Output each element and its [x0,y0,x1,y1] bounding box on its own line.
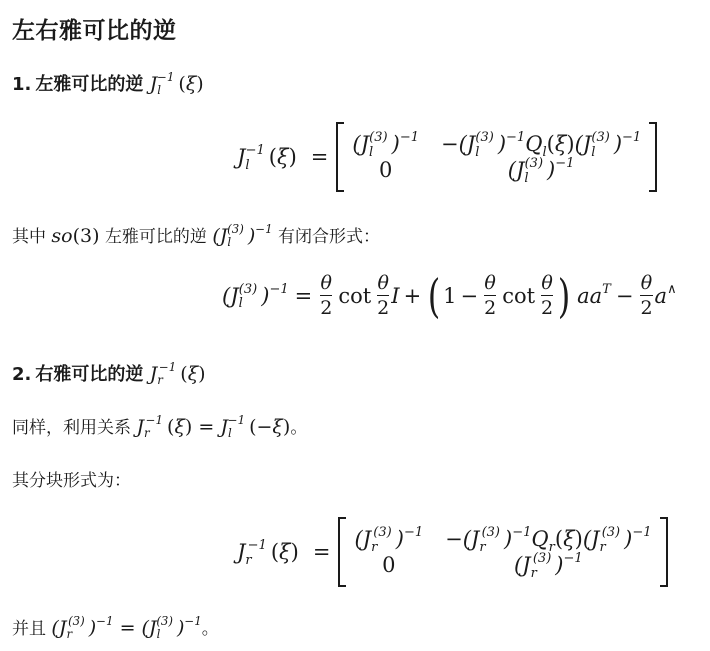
intro-suffix: 有闭合形式： [278,227,380,247]
section-1-number: 1. [12,74,32,95]
equation-closed-form: ($J_l^{(3)}$ )$^{-1}$ = $\frac{\theta}{2}$ cot $\frac{\theta}{2}$ I + ( 1 − $\frac{\theta}{2}$ cot $\frac{\theta}{2}$ ) $aa^T$ − $\frac{\theta}{2}$ a∧ [222,268,677,323]
matrix-zero: 0 [379,158,393,182]
final-prefix: 并且 [12,619,46,639]
so3-intro-line: 其中 so(3) 左雅可比的逆 ($J_l^{(3)}$ )$^{-1}$ 有闭合形式： [12,222,380,250]
final-suffix: 。 [201,619,219,639]
section-2-heading [12,360,206,386]
matrix-right-bracket [660,517,668,587]
relation-suffix: 。 [290,418,308,438]
matrix-body: ($J_l^{(3)}$ )$^{-1}$ $-(J_l^{(3)}$ )$^{-1}Q_l(\xi)(J_l^{(3)}$ )$^{-1}$ 0 ($J_l^{(3)}$ )$^{-1}$ [352,130,642,186]
section-1-symbol: $J_l^{-1}$ (ξ) [149,70,204,98]
relation-line: 同样，利用关系 $J_r^{-1}$ $(\xi) = J_l^{-1}$ (−ξ)。 [12,413,308,441]
page-title: 左右雅可比的逆 [12,18,177,44]
section-1-title: 左雅可比的逆 [35,74,144,95]
so3-symbol: so(3) [51,225,100,247]
section-2-number: 2. [12,364,32,385]
matrix-body: ($J_r^{(3)}$ )$^{-1}$ $-(J_r^{(3)}$ )$^{-1}Q_r(\xi)(J_r^{(3)}$ )$^{-1}$ 0 ($J_r^{(3)}$ )$^{-1}$ [354,525,652,581]
equation-right-inverse-matrix: $J_r^{-1}$ (ξ) = ($J_r^{(3)}$ )$^{-1}$ $-(J_r^{(3)}$ )$^{-1}Q_r(\xi)(J_r^{(3)}$ )$^{-1}$ 0 ($J_r^{(3)}$ )$^{-1}$ [237,517,668,587]
equation-left-inverse-matrix: $J_l^{-1}$ (ξ) = ($J_l^{(3)}$ )$^{-1}$ $-(J_l^{(3)}$ )$^{-1}Q_l(\xi)(J_l^{(3)}$ )$^{-1}$ 0 ($J_l^{(3)}$ )$^{-1}$ [237,122,657,192]
matrix-left-bracket [336,122,344,192]
block-form-line: 其分块形式为： [12,471,131,491]
section-1-heading [12,70,204,96]
fraction-theta-over-2: $\frac{\theta}{2}$ [320,272,333,319]
final-line: 并且 ($J_r^{(3)}$ )$^{-1} = (J_l^{(3)}$ )$^{-1}$。 [12,614,219,642]
matrix-left-bracket [338,517,346,587]
relation-prefix: 同样，利用关系 [12,418,131,438]
section-2-symbol: $J_r^{-1}$ (ξ) [149,360,206,388]
intro-prefix: 其中 [12,227,46,247]
intro-mid: 左雅可比的逆 [104,227,207,247]
matrix-zero: 0 [382,553,396,577]
matrix-right-bracket [649,122,657,192]
section-2-title: 右雅可比的逆 [35,364,144,385]
